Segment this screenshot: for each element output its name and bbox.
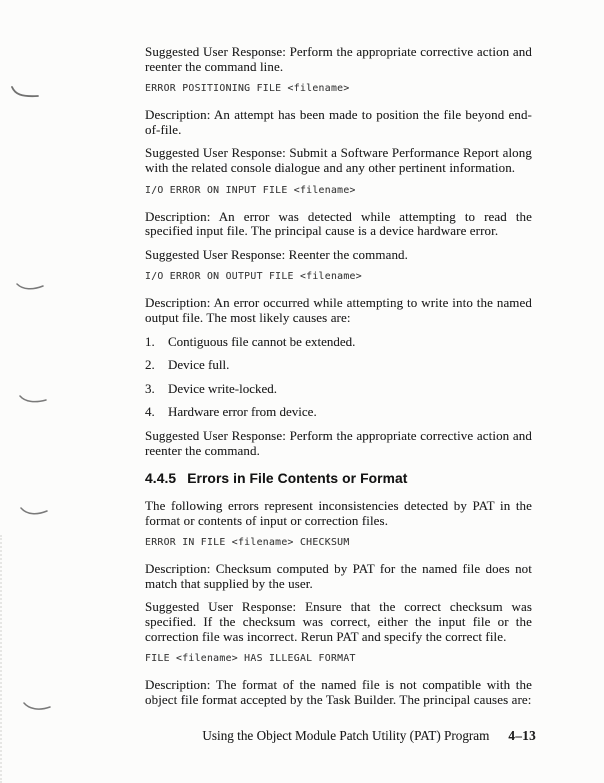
section-title: Errors in File Contents or Format (187, 471, 408, 487)
list-item (145, 405, 532, 420)
paragraph-description: Description: An error occurred while attempting to write into the named output file. The most likely causes are: (145, 295, 532, 325)
paragraph-intro: The following errors represent inconsistencies detected by PAT in the format or contents of input or correction files. (145, 498, 532, 528)
list-item-number: 4. (145, 404, 155, 420)
list-item-number: 3. (145, 380, 155, 396)
paragraph-suggested-response: Suggested User Response: Reenter the command. (145, 246, 408, 262)
error-message-line: ERROR POSITIONING FILE <filename> (145, 83, 350, 95)
list-item-text: Hardware error from device. (168, 404, 317, 420)
margin-scribble-icon (16, 280, 46, 294)
paragraph-suggested-response: Suggested User Response: Submit a Software Performance Report along with the related console dialogue and any other pertinent information. (145, 145, 532, 175)
list-item-number: 1. (145, 333, 155, 349)
list-item (145, 358, 532, 373)
page-content (145, 45, 532, 716)
list-item (145, 382, 532, 397)
paragraph-description: Description: An attempt has been made to position the file beyond end-of-file. (145, 107, 532, 137)
margin-scribble-icon (11, 85, 41, 101)
list-item-text: Contiguous file cannot be extended. (168, 333, 356, 349)
error-message-line: I/O ERROR ON OUTPUT FILE <filename> (145, 271, 362, 283)
list-item (145, 335, 532, 350)
page-number: 4–13 (508, 728, 536, 743)
paragraph-description: Description: An error was detected while attempting to read the specified input file. The principal cause is a device hardware error. (145, 208, 532, 239)
paragraph-suggested-response: Suggested User Response: Perform the appropriate corrective action and reenter the command line. (145, 44, 532, 74)
list-item-text: Device full. (168, 357, 230, 373)
paragraph-description: Description: The format of the named file is not compatible with the object file format accepted by the Task Builder. The principal causes are: (145, 677, 532, 707)
section-number: 4.4.5 (145, 471, 177, 487)
section-heading (145, 471, 532, 486)
page-footer (0, 728, 536, 744)
error-message-line: I/O ERROR ON INPUT FILE <filename> (145, 184, 356, 196)
scan-edge-artifact (0, 535, 2, 783)
margin-scribble-icon (19, 393, 49, 407)
error-message-line: ERROR IN FILE <filename> CHECKSUM (145, 537, 350, 549)
paragraph-suggested-response: Suggested User Response: Ensure that the correct checksum was specified. If the checksum was correct, either the input file or the correction file was incorrect. Rerun PAT and specify the correct file. (145, 599, 532, 644)
running-title: Using the Object Module Patch Utility (PAT) Program (202, 728, 490, 743)
list-item-number: 2. (145, 357, 155, 373)
list-item-text: Device write-locked. (168, 380, 278, 396)
margin-scribble-icon (23, 700, 53, 714)
numbered-list (145, 335, 532, 420)
margin-scribble-icon (20, 505, 50, 519)
error-message-line: FILE <filename> HAS ILLEGAL FORMAT (145, 653, 356, 665)
paragraph-description: Description: Checksum computed by PAT for the named file does not match that supplied by the user. (145, 561, 532, 591)
paragraph-suggested-response: Suggested User Response: Perform the appropriate corrective action and reenter the command. (145, 427, 532, 458)
